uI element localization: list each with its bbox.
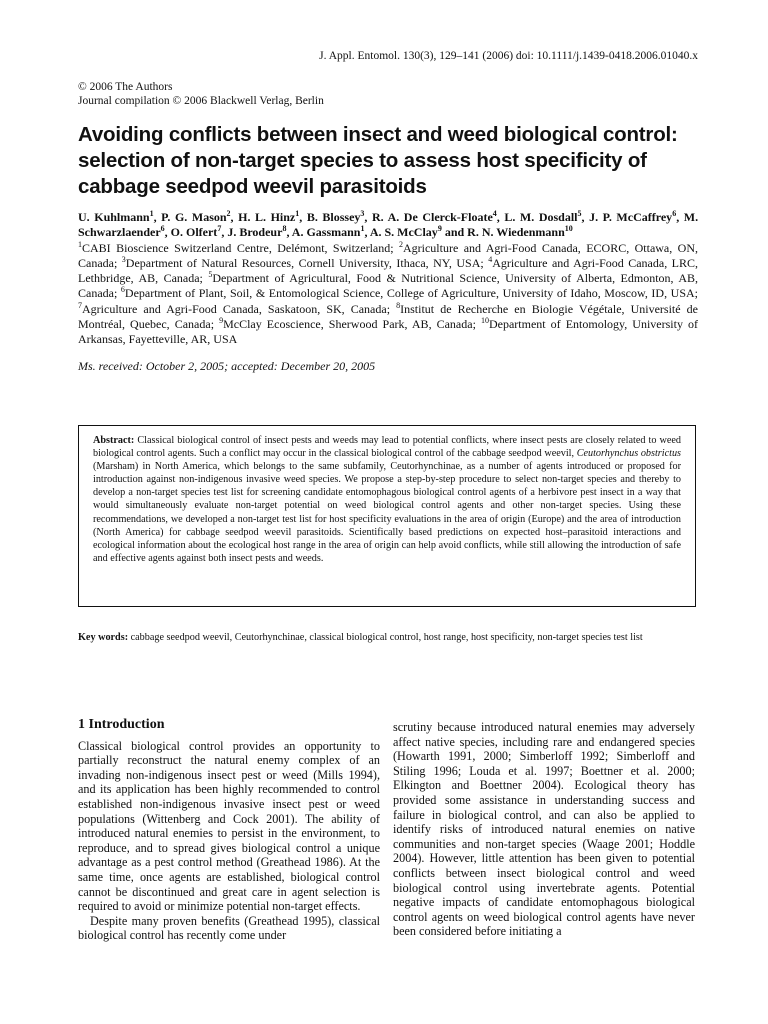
author-affiliation-number: 3 bbox=[360, 209, 365, 218]
author-name: R. N. Wiedenmann bbox=[467, 225, 565, 240]
author-name: M. Schwarzlaender bbox=[78, 210, 699, 240]
author-name: A. S. McClay bbox=[369, 225, 438, 240]
author-name: A. Gassmann bbox=[291, 225, 361, 240]
abstract-text bbox=[93, 434, 681, 565]
author-affiliation-number: 9 bbox=[437, 224, 442, 234]
section-heading: 1 Introduction bbox=[78, 717, 165, 732]
journal-reference: J. Appl. Entomol. 130(3), 129–141 (2006) doi: 10.1111/j.1439-0418.2006.01040.x bbox=[319, 50, 698, 62]
affiliation-number: 9 bbox=[219, 316, 224, 326]
affiliation-text: Agriculture and Agri-Food Canada, LRC, Lethbridge, AB, Canada; bbox=[78, 255, 698, 286]
affiliation-text: Department of Agricultural, Food & Nutritional Science, University of Alberta, Edmonton, AB, Canada; bbox=[78, 271, 698, 301]
author-affiliation-number: 7 bbox=[217, 224, 222, 234]
author-name: J. P. McCaffrey bbox=[589, 210, 673, 224]
affiliation-number: 2 bbox=[398, 239, 403, 249]
abstract-box bbox=[78, 425, 696, 607]
body-column-right bbox=[393, 720, 695, 939]
author-affiliation-number: 5 bbox=[577, 209, 582, 218]
paper-title: Avoiding conflicts between insect and weed biological control: selection of non-target species to assess host specificity of cabbage seedpod weevil parasitoids bbox=[78, 123, 678, 198]
author-name: B. Blossey bbox=[306, 210, 361, 224]
affiliation-text: Agriculture and Agri-Food Canada, Saskatoon, SK, Canada; bbox=[82, 301, 397, 316]
author-name: O. Olfert bbox=[170, 225, 218, 240]
affiliation-number: 1 bbox=[78, 239, 82, 249]
author-affiliation-number: 6 bbox=[672, 209, 677, 218]
affiliation-number: 4 bbox=[488, 254, 493, 264]
affiliation-number: 7 bbox=[78, 300, 82, 310]
author-name: L. M. Dosdall bbox=[504, 210, 578, 224]
affiliation-text: Agriculture and Agri-Food Canada, ECORC, Ottawa, ON, Canada; bbox=[78, 240, 698, 270]
author-list: U. Kuhlmann$^1$, P. G. Mason$^2$, H. L. Hinz$^1$, B. Blossey$^3$, R. A. De Clerck-Floate$^4$, L. M. Dosdall$^5$, J. P. McCaffrey$^6$, M. Schwarzlaender$^6$, O. Olfert$^7$, J. Brodeur$^8$, A. Gassmann$^1$, A. S. McClay$^9$ and R. N. Wiedenmann$^{10}$ bbox=[78, 209, 699, 240]
author-name: U. Kuhlmann bbox=[78, 210, 150, 224]
keywords-label: Key words: bbox=[78, 632, 129, 643]
affiliation-number: 6 bbox=[120, 285, 125, 295]
author-affiliation-number: 6 bbox=[160, 224, 165, 234]
affiliation-text: Department of Natural Resources, Cornell University, Ithaca, NY, USA; bbox=[125, 255, 489, 270]
author-affiliation-number: 10 bbox=[564, 224, 573, 234]
author-name: R. A. De Clerck-Floate bbox=[372, 210, 493, 224]
paragraph: scrutiny because introduced natural enemies may adversely affect native species, including rare and endangered species (Howarth 1991, 2000; Simberloff 1992; Simberloff and Stiling 1996; Louda et al. 1997; Boettner et al. 2000; Elkington and Boettner 2004). Ecological theory has provided some assistance in understanding success and failure in biological control, and can also be applied to identify risks of introduced natural enemies on native communities and non-target species (Waage 2001; Hoddle 2004). However, little attention has been given to potential conflicts between insect biological control and weed biological control using invertebrate agents. Potential negative impacts of candidate entomophagous biological control agents on weed biological control agents have never been considered before initiating a bbox=[393, 720, 695, 939]
copyright-notice bbox=[78, 80, 324, 108]
copyright-line: © 2006 The Authors bbox=[78, 81, 173, 93]
affiliation-number: 5 bbox=[208, 270, 213, 280]
author-affiliation-number: 8 bbox=[282, 224, 287, 234]
species-name: Ceutorhynchus obstrictus bbox=[576, 448, 682, 460]
affiliation-text: McClay Ecoscience, Sherwood Park, AB, Canada; bbox=[223, 317, 481, 332]
abstract-label: Abstract: bbox=[93, 435, 135, 446]
author-affiliation-number: 1 bbox=[360, 224, 365, 234]
keywords-text: cabbage seedpod weevil, Ceutorhynchinae, classical biological control, host range, host specificity, non-target species test list bbox=[128, 632, 643, 643]
affiliation-text: Department of Entomology, University of Arkansas, Fayetteville, AR, USA bbox=[78, 317, 698, 347]
affiliation-number: 3 bbox=[121, 254, 126, 264]
affiliation-text: Department of Plant, Soil, & Entomological Science, College of Agriculture, University of Idaho, Moscow, ID, USA; bbox=[124, 286, 698, 301]
abstract-body-2: (Marsham) in North America, which belongs to the same subfamily, Ceutorhynchinae, as a number of agents introduced or proposed for introduction against non-indigenous invasive weed species. We propose a step-by-step procedure to select non-target species and thereby to develop a non-target species test list for screening candidate entomophagous biological control agents of a herbivore pest insect in a way that would simultaneously evaluate non-target potential on weed biological control agents and other non-target species. Using these recommendations, we developed a non-target test list for host specificity evaluations in the area of origin (Europe) and the area of introduction (North America) for cabbage seedpod weevil parasitoids. Scientifically based predictions on expected host–parasitoid interactions and ecological information about the ecological host range in the area of origin can help avoid conflicts, while still allowing the introduction of safe and effective agents against both insect pests and weeds. bbox=[93, 461, 681, 564]
affiliation-list bbox=[78, 241, 698, 347]
author-affiliation-number: 1 bbox=[295, 209, 300, 218]
author-name: H. L. Hinz bbox=[238, 210, 296, 224]
author-block bbox=[78, 210, 698, 348]
received-dates: Ms. received: October 2, 2005; accepted: December 20, 2005 bbox=[78, 359, 376, 373]
author-affiliation-number: 1 bbox=[149, 209, 154, 218]
body-column-left bbox=[78, 718, 380, 943]
keywords bbox=[78, 631, 696, 645]
affiliation-number: 8 bbox=[396, 300, 401, 310]
journal-compilation-line: Journal compilation © 2006 Blackwell Verlag, Berlin bbox=[78, 95, 324, 107]
affiliation-number: 10 bbox=[480, 316, 489, 326]
affiliation-text: Institut de Recherche en Biologie Végétale, Université de Montréal, Quebec, Canada; bbox=[78, 301, 698, 332]
paragraph: Classical biological control provides an opportunity to partially reconstruct the natural enemy complex of an invading non-indigenous insect pest or weed (Mills 1994), and its application has been highly recommended to control established non-indigenous invasive insect pest or weed populations (Wittenberg and Cock 2001). The ability of introduced natural enemies to persist in the environment, to reproduce, and to spread gives biological control a unique advantage as a pest control method (Greathead 1986). At the same time, once agents are established, biological control cannot be discontinued and great care in agent selection is required to avoid or minimize potential non-target effects. bbox=[78, 738, 380, 914]
author-name: P. G. Mason bbox=[161, 210, 227, 224]
author-affiliation-number: 4 bbox=[492, 209, 497, 218]
author-name: J. Brodeur bbox=[227, 225, 283, 240]
affiliation-text: CABI Bioscience Switzerland Centre, Delémont, Switzerland; bbox=[82, 240, 399, 255]
paragraph: Despite many proven benefits (Greathead 1995), classical biological control has recently come under bbox=[78, 913, 380, 943]
abstract-body-1: Classical biological control of insect pests and weeds may lead to potential conflicts, where insect pests are closely related to weed biological control agents. Such a conflict may occur in the classical biological control of the cabbage seedpod weevil, bbox=[93, 435, 681, 460]
author-affiliation-number: 2 bbox=[226, 209, 231, 218]
